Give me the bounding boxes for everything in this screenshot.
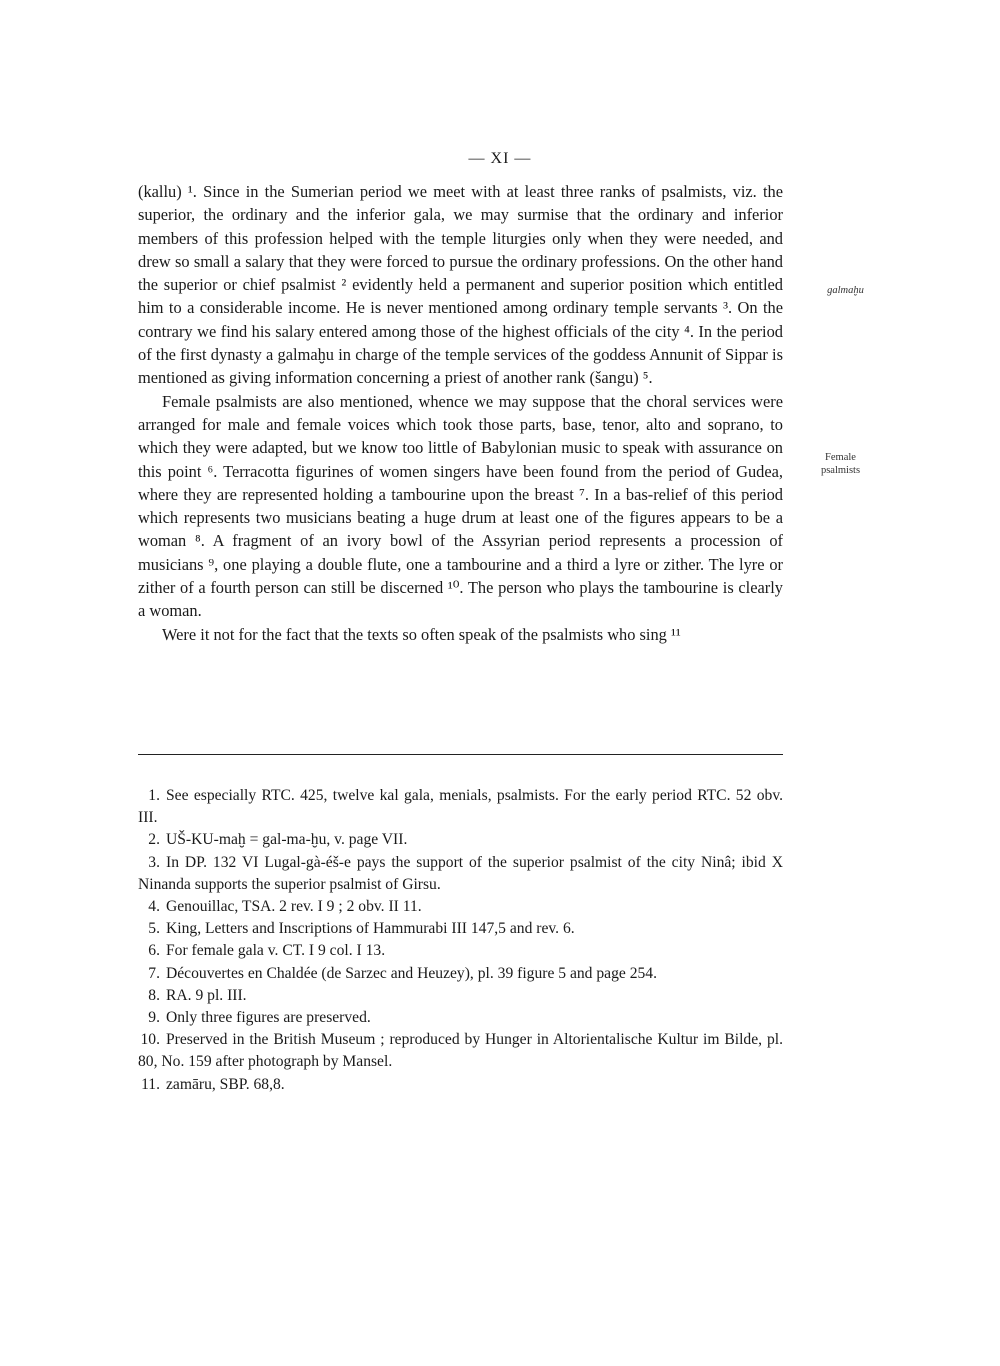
margin-note-line: Female	[825, 452, 856, 463]
footnote	[138, 1007, 783, 1029]
footnotes	[138, 785, 783, 1096]
footnote	[138, 940, 783, 962]
footnote-number: 2.	[148, 831, 160, 849]
footnote-number: 5.	[148, 920, 160, 938]
margin-note-galmahu: galmaḫu	[827, 285, 864, 296]
page-number: — XI —	[468, 150, 532, 167]
paragraph-psalmist-ranks: (kallu) ¹. Since in the Sumerian period we meet with at least three ranks of psalmists, viz. the superior, the ordinary and the inferior gala, we may surmise that the ordinary and inferior members of this profession helped with the temple liturgies only when they were needed, and drew so small a salary that they were forced to pursue the ordinary professions. On the other hand the superior or chief psalmist ² evidently held a permanent and superior position which entitled him to a considerable income. He is never mentioned among ordinary temple servants ³. On the contrary we find his salary entered among those of the highest officials of the city ⁴. In the period of the first dynasty a galmaḫu in charge of the temple services of the goddess Annunit of Sippar is mentioned as giving information concerning a priest of another rank (šangu) ⁵.	[138, 182, 783, 388]
footnote-text: Genouillac, TSA. 2 rev. I 9 ; 2 obv. II 11.	[166, 898, 422, 916]
paragraph-continuation: Were it not for the fact that the texts so often speak of the psalmists who sing ¹¹	[162, 624, 681, 644]
footnote-text: RA. 9 pl. III.	[166, 986, 247, 1004]
footnote-number: 9.	[148, 1009, 160, 1027]
footnote-text: Preserved in the British Museum ; reproduced by Hunger in Altorientalische Kultur im Bilde, pl. 80, No. 159 after photograph by Mansel.	[138, 1031, 783, 1071]
footnote-number: 11.	[141, 1075, 160, 1093]
footnote	[138, 896, 783, 918]
footnote	[138, 1029, 783, 1073]
footnote-text: In DP. 132 VI Lugal-gà-éš-e pays the support of the superior psalmist of the city Ninâ; ibid X Ninanda supports the superior psalmist of Girsu.	[138, 853, 783, 893]
footnote	[138, 918, 783, 940]
footnote-number: 3.	[148, 853, 160, 871]
footnote-divider	[138, 754, 783, 755]
margin-note-female-psalmists	[793, 451, 888, 477]
footnote	[138, 829, 783, 851]
footnote-text: UŠ-KU-maḫ = gal-ma-ḫu, v. page VII.	[166, 831, 408, 849]
footnote-text: Découvertes en Chaldée (de Sarzec and Heuzey), pl. 39 figure 5 and page 254.	[166, 964, 657, 982]
footnote-text: Only three figures are preserved.	[166, 1009, 371, 1027]
footnote-text: See especially RTC. 425, twelve kal gala, menials, psalmists. For the early period RTC. 52 obv. III.	[138, 787, 783, 827]
footnote-number: 4.	[148, 898, 160, 916]
footnote	[138, 963, 783, 985]
footnote	[138, 985, 783, 1007]
footnote-number: 7.	[148, 964, 160, 982]
margin-note-line: psalmists	[820, 465, 861, 476]
footnote	[138, 852, 783, 896]
paragraph-female-psalmists: Female psalmists are also mentioned, whence we may suppose that the choral services were arranged for male and female voices which took those parts, base, tenor, alto and soprano, to which they were adapted, but we know too little of Babylonian music to speak with assurance on this point ⁶. Terracotta figurines of women singers have been found from the period of Gudea, where they are represented holding a tambourine upon the breast ⁷. In a bas-relief of this period which represents two musicians beating a huge drum at least one of the figures appears to be a woman ⁸. A fragment of an ivory bowl of the Assyrian period represents a procession of musicians ⁹, one playing a double flute, one a tambourine and a third a lyre or zither. The lyre or zither of a fourth person can still be discerned ¹⁰. The person who plays the tambourine is clearly a woman.	[138, 391, 783, 621]
footnote	[138, 1074, 783, 1096]
footnote-text: zamāru, SBP. 68,8.	[166, 1075, 285, 1093]
main-text	[138, 180, 783, 646]
footnote-number: 6.	[148, 942, 160, 960]
footnote-number: 10.	[140, 1031, 160, 1049]
footnote-text: King, Letters and Inscriptions of Hammurabi III 147,5 and rev. 6.	[166, 920, 575, 938]
footnote-number: 1.	[148, 787, 160, 804]
footnote-text: For female gala v. CT. I 9 col. I 13.	[166, 942, 386, 960]
footnote	[138, 785, 783, 829]
footnote-number: 8.	[148, 986, 160, 1004]
